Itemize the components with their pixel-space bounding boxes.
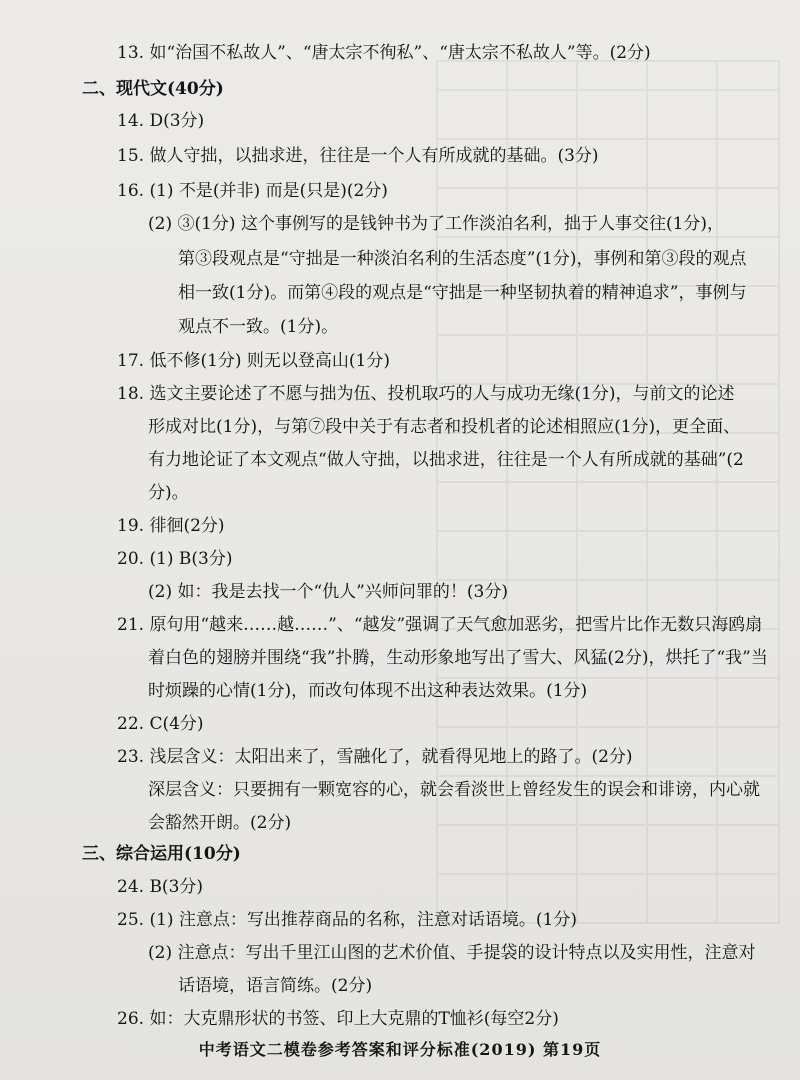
answer-17: 17. 低不修(1分) 则无以登高山(1分): [117, 351, 391, 371]
answer-20-1: 20. (1) B(3分): [117, 549, 233, 569]
answer-21: 21. 原句用“越来……越……”、“越发”强调了天气愈加恶劣，把雪片比作无数只海鸥扇: [117, 615, 763, 635]
answer-13: 13. 如“治国不私故人”、“唐太宗不徇私”、“唐太宗不私故人”等。(2分): [117, 43, 651, 63]
answer-14: 14. D(3分): [117, 111, 205, 131]
answer-23-deep-cont: 会豁然开朗。(2分): [148, 813, 292, 833]
section-heading-integrated: 三、综合运用(10分): [82, 844, 241, 864]
answer-21-cont2: 时烦躁的心情(1分)，而改句体现不出这种表达效果。(1分): [148, 681, 588, 701]
answer-24: 24. B(3分): [117, 877, 204, 897]
answer-22: 22. C(4分): [117, 714, 204, 734]
answer-18-cont2: 有力地论证了本文观点“做人守拙，以拙求进，往往是一个人有所成就的基础”(2: [148, 450, 744, 470]
answer-21-cont1: 着白色的翅膀并围绕“我”扑腾，生动形象地写出了雪大、风猛(2分)，烘托了“我”当: [148, 648, 768, 668]
answer-23-deep: 深层含义：只要拥有一颗宽容的心，就会看淡世上曾经发生的误会和诽谤，内心就: [148, 780, 760, 800]
answer-16-2-cont3: 观点不一致。(1分)。: [178, 317, 339, 337]
answer-25-2: (2) 注意点：写出千里江山图的艺术价值、手提袋的设计特点以及实用性，注意对: [148, 943, 756, 963]
answer-19: 19. 徘徊(2分): [117, 516, 225, 536]
page-footer: 中考语文二模卷参考答案和评分标准(2019) 第19页: [198, 1040, 602, 1059]
answer-20-2: (2) 如：我是去找一个“仇人”兴师问罪的！(3分): [148, 582, 508, 602]
section-heading-modern-text: 二、现代文(40分): [82, 79, 224, 99]
answer-16-2-cont1: 第③段观点是“守拙是一种淡泊名利的生活态度”(1分)，事例和第③段的观点: [178, 249, 747, 269]
answer-25-1: 25. (1) 注意点：写出推荐商品的名称，注意对话语境。(1分): [117, 910, 578, 930]
answer-16-2: (2) ③(1分) 这个事例写的是钱钟书为了工作淡泊名利，拙于人事交往(1分)，: [148, 214, 725, 234]
answer-16-2-cont2: 相一致(1分)。而第④段的观点是“守拙是一种坚韧执着的精神追求”，事例与: [178, 283, 747, 303]
answer-18-cont1: 形成对比(1分)，与第⑦段中关于有志者和投机者的论述相照应(1分)，更全面、: [148, 417, 741, 437]
answer-16-1: 16. (1) 不是(并非) 而是(只是)(2分): [117, 181, 388, 201]
answer-18-cont3: 分)。: [148, 483, 189, 503]
answer-15: 15. 做人守拙，以拙求进，往往是一个人有所成就的基础。(3分): [117, 146, 599, 166]
answer-18: 18. 选文主要论述了不愿与拙为伍、投机取巧的人与成功无缘(1分)，与前文的论述: [117, 384, 735, 404]
answer-25-2-cont: 话语境，语言简练。(2分): [178, 976, 373, 996]
answer-23-shallow: 23. 浅层含义：太阳出来了，雪融化了，就看得见地上的路了。(2分): [117, 747, 633, 767]
answer-26: 26. 如：大克鼎形状的书签、印上大克鼎的T恤衫(每空2分): [117, 1009, 559, 1029]
